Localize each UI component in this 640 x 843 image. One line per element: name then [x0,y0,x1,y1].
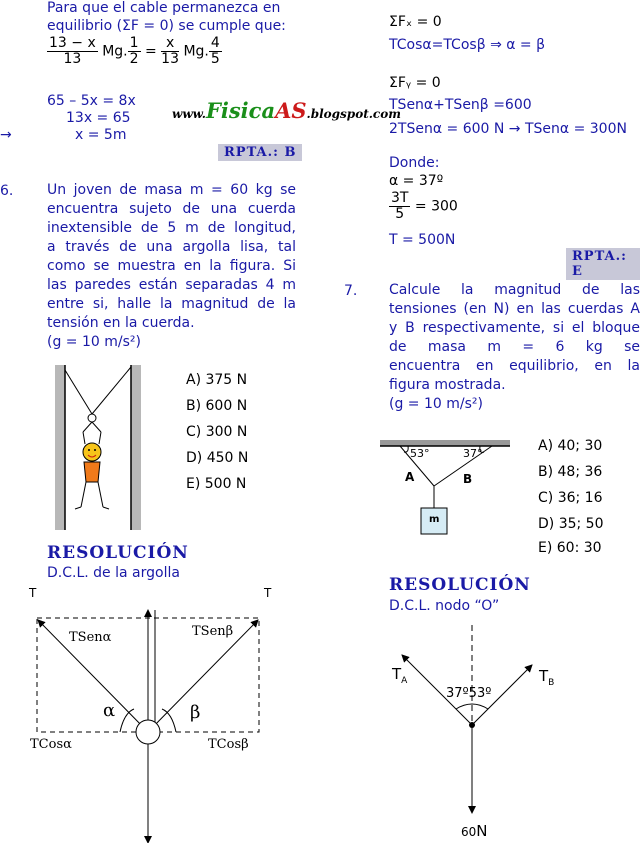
denominator: 5 [210,51,220,67]
problem6-text [47,181,296,352]
denominator: 5 [395,206,405,222]
rope-right [92,367,131,414]
fraction-rhs: = 300 [414,198,458,215]
watermark [172,98,401,123]
tension-result: T = 500N [389,232,456,248]
gravity-note: (g = 10 m/s²) [47,334,141,350]
label-T-left: T [29,586,37,600]
eq-sen: TSenα+TSenβ =600 [389,97,532,113]
mass-label: m [429,514,440,525]
text-line: de masa m = 6 kg se [389,339,640,355]
label-TSen-beta: TSenβ [192,624,234,639]
weight-unit: N [476,822,488,840]
tension-symbol: T [392,665,402,683]
problem-number: 7. [344,283,358,299]
option: C) 36; 16 [538,490,603,506]
text-line: tensión en la cuerda. [47,315,195,331]
option: A) 375 N [186,372,248,388]
numerator: x [161,36,179,52]
fraction [161,36,179,67]
denominator: 2 [129,51,139,67]
mg-term: Mg. [102,43,128,60]
angle-37-label: 37° [463,447,483,460]
subscript: A [401,676,408,686]
hanging-block-figure [380,440,510,540]
boy-shirt [84,462,100,482]
option: C) 300 N [186,424,248,440]
option: D) 35; 50 [538,516,604,532]
answer-badge: RPTA.: E [566,248,640,280]
sum-fx: ΣFₓ = 0 [389,14,442,30]
text-line: y B respectivamente, si el bloque [389,320,640,336]
step3: x = 5m [75,127,127,143]
right-wall [131,365,141,530]
text-line: figura mostrada. [389,377,506,393]
node-free-body-diagram [380,615,580,843]
text-line: encuentra en equilibrio, en la [389,358,640,374]
ring-circle [136,720,160,744]
dcl-label: D.C.L. nodo “O” [389,598,500,614]
tension-symbol: T [539,667,549,685]
fraction [389,191,410,222]
tension-fraction [389,191,458,222]
eq-2tsen: 2TSenα = 600 N → TSenα = 300N [389,121,627,137]
text-line: encuentra sujeto de una cuerda [47,201,296,217]
numerator: 3T [391,190,409,206]
beta-arc [162,709,176,732]
text-line: a través de una argolla lisa, tal [47,239,296,255]
fraction [209,36,222,67]
numerator: 13 − x [49,35,96,51]
text-line: como se muestra en la figura. Si [47,258,296,274]
node-angles: 37º53º [446,686,492,701]
option: E) 500 N [186,476,247,492]
problem-number: 6. [0,183,14,199]
watermark-brand-suffix: AS [275,98,307,123]
boy-hanging-figure [48,362,158,532]
numerator: 4 [210,35,220,51]
label-beta: β [190,702,201,723]
watermark-prefix: www. [172,107,206,121]
denominator: 13 [161,51,179,67]
fraction [128,36,141,67]
watermark-suffix: .blogspot.com [306,107,401,121]
gravity-note: (g = 10 m/s²) [389,396,483,412]
angle-53-label: 53° [410,447,430,460]
alpha-arc [120,709,134,732]
option: A) 40; 30 [538,438,603,454]
boy-head [83,443,101,461]
sum-fy: ΣFᵧ = 0 [389,75,441,91]
label-TA [392,665,407,686]
problem7-text [389,281,640,414]
ratio-equation [47,36,222,67]
weight-label [461,822,488,840]
option: D) 450 N [186,450,249,466]
node-point [469,722,475,728]
rope-label-A: A [405,470,415,484]
option: E) 60: 30 [538,540,602,556]
arrow-icon: → [0,127,12,143]
label-alpha: α [103,700,116,721]
resolution-heading: RESOLUCIÓN [47,543,189,563]
option: B) 600 N [186,398,248,414]
ceiling [380,440,510,446]
option: B) 48; 36 [538,464,603,480]
alpha-value: α = 37º [389,173,444,189]
label-TCos-alpha: TCosα [30,737,72,752]
text-line: inextensible de 5 m de longitud, [47,220,296,236]
label-TCos-beta: TCosβ [208,737,249,752]
label-TB [539,667,554,688]
weight-value: 60 [461,825,477,839]
step1: 65 – 5x = 8x [47,93,136,109]
text-line: Calcule la magnitud de las [389,282,640,298]
subscript: B [548,678,555,688]
dcl-label: D.C.L. de la argolla [47,565,180,581]
ring [88,414,96,422]
fraction [47,36,98,67]
text-line: las paredes están separadas 4 m [47,277,296,293]
intro-line1: Para que el cable permanezca en [47,0,281,16]
equals-sign: = [144,43,157,60]
left-wall [55,365,65,530]
rope-left [65,370,92,414]
text-line: Un joven de masa m = 60 kg se [47,182,296,198]
eq-cos: TCosα=TCosβ ⇒ α = β [389,37,546,53]
donde-label: Donde: [389,155,440,171]
text-line: tensiones (en N) en las cuerdas A [389,301,640,317]
answer-badge: RPTA.: B [218,144,302,161]
label-T-right: T [264,586,272,600]
resolution-heading: RESOLUCIÓN [389,575,531,595]
mg-term: Mg. [183,43,209,60]
rope-label-B: B [463,472,473,486]
label-TSen-alpha: TSenα [69,630,112,645]
ring-free-body-diagram [0,585,300,843]
watermark-brand: Fisica [205,98,276,123]
denominator: 13 [63,51,82,67]
intro-line2: equilibrio (ΣF = 0) se cumple que: [47,18,286,34]
numerator: 1 [129,35,139,51]
step2: 13x = 65 [66,110,131,126]
text-line: entre si, halle la magnitud de la [47,296,296,312]
